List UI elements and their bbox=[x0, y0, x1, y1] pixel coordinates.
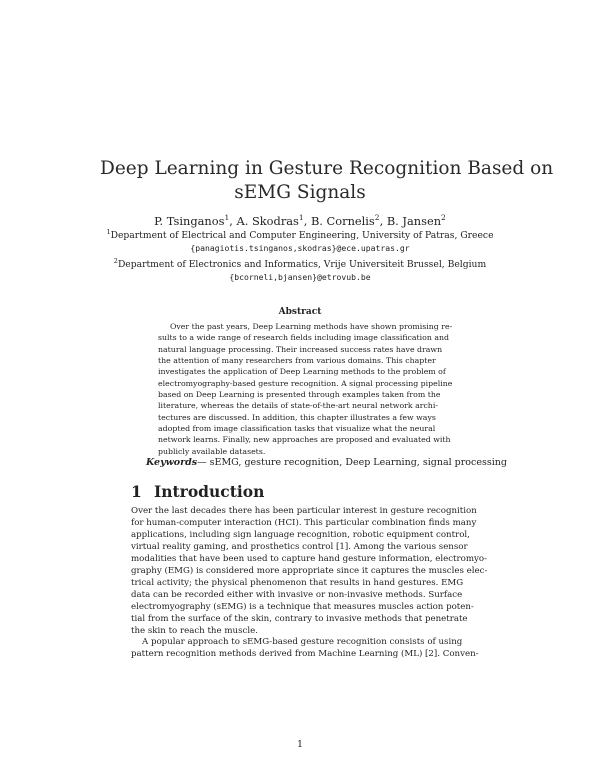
keywords-text: sEMG, gesture recognition, Deep Learning, signal processing bbox=[206, 457, 507, 468]
body-line: data can be recorded either with invasive or non-invasive methods. Surface bbox=[131, 589, 463, 600]
abstract-line: publicly available datasets. bbox=[158, 446, 266, 456]
keywords-label: Keywords bbox=[146, 457, 198, 468]
abstract-line: investigates the application of Deep Learning methods to the problem of bbox=[158, 367, 446, 377]
title-line-1: Deep Learning in Gesture Recognition Based on bbox=[100, 158, 554, 179]
abstract-line: adopted from image classification tasks that visualize what the neural bbox=[158, 424, 436, 434]
affiliation-number: 2 bbox=[113, 257, 118, 265]
author-name: P. Tsinganos bbox=[154, 213, 225, 228]
body-line: pattern recognition methods derived from Machine Learning (ML) [2]. Conven- bbox=[131, 649, 479, 660]
affiliation-email: {panagiotis.tsinganos,skodras}@ece.upatras.gr bbox=[190, 243, 410, 254]
author-affiliation-mark: 2 bbox=[374, 213, 380, 222]
section-heading bbox=[131, 482, 264, 502]
author-affiliation-mark: 1 bbox=[224, 213, 230, 222]
body-line: electromyography (sEMG) is a technique that measures muscles action poten- bbox=[131, 601, 474, 612]
body-line: virtual reality gaming, and prosthetics control [1]. Among the various sensor bbox=[131, 541, 468, 552]
abstract-heading: Abstract bbox=[278, 307, 322, 317]
abstract-line: literature, whereas the details of state-of-the-art neural network archi- bbox=[158, 401, 438, 411]
body-line: tial from the surface of the skin, contrary to invasive methods that penetrate bbox=[131, 613, 468, 624]
abstract-line: based on Deep Learning is presented through examples taken from the bbox=[158, 390, 441, 400]
affiliation-number: 1 bbox=[106, 228, 111, 236]
author-affiliation-mark: 2 bbox=[441, 213, 446, 222]
author-name: B. Cornelis bbox=[310, 213, 375, 228]
author-name: B. Jansen bbox=[386, 213, 442, 228]
page-number: 1 bbox=[296, 739, 304, 750]
abstract-line: natural language processing. Their increased success rates have drawn bbox=[158, 344, 443, 354]
body-line: for human-computer interaction (HCI). This particular combination finds many bbox=[131, 517, 477, 528]
body-line: the skin to reach the muscle. bbox=[131, 625, 258, 636]
section-number: 1 bbox=[131, 482, 142, 501]
body-line: A popular approach to sEMG-based gesture recognition consists of using bbox=[142, 637, 463, 648]
paper-title bbox=[100, 157, 554, 205]
body-line: modalities that have been used to capture hand gesture information, electromyo- bbox=[131, 553, 487, 564]
affiliation-text: Department of Electronics and Informatics, Vrije Universiteit Brussel, Belgium bbox=[117, 259, 487, 271]
abstract-line: network learns. Finally, new approaches are proposed and evaluated with bbox=[158, 435, 451, 445]
affiliation-2 bbox=[40, 255, 560, 283]
body-text bbox=[131, 506, 488, 661]
title-line-2: sEMG Signals bbox=[234, 182, 366, 203]
keywords bbox=[146, 456, 507, 469]
author-list: P. Tsinganos$^1$, A. Skodras$^1$, B. Cornelis$^2$, B. Jansen$^2$ bbox=[154, 213, 446, 228]
affiliation-1 bbox=[40, 226, 560, 254]
author-affiliation-mark: 1 bbox=[298, 213, 304, 222]
abstract-line: electromyography-based gesture recognition. A signal processing pipeline bbox=[158, 378, 453, 388]
abstract-line: tectures are discussed. In addition, this chapter illustrates a few ways bbox=[158, 412, 436, 422]
affiliation-text: Department of Electrical and Computer Engineering, University of Patras, Greece bbox=[110, 230, 494, 242]
section-title: Introduction bbox=[154, 482, 265, 501]
author-name: A. Skodras bbox=[236, 213, 299, 228]
body-line: trical activity; the physical phenomenon that results in hand gestures. EMG bbox=[131, 577, 464, 588]
body-line: Over the last decades there has been particular interest in gesture recognition bbox=[131, 506, 477, 516]
keywords-dash: — bbox=[197, 457, 207, 468]
abstract-text bbox=[158, 321, 453, 457]
abstract-line: sults to a wide range of research fields including image classification and bbox=[158, 333, 450, 343]
body-line: applications, including sign language recognition, robotic equipment control, bbox=[131, 529, 470, 540]
body-line: graphy (EMG) is considered more appropriate since it captures the muscles elec- bbox=[131, 565, 488, 576]
abstract-line: Over the past years, Deep Learning methods have shown promising re- bbox=[170, 322, 453, 331]
abstract-line: the attention of many researchers from various domains. This chapter bbox=[158, 356, 436, 366]
affiliation-email: {bcorneli,bjansen}@etrovub.be bbox=[229, 272, 371, 283]
